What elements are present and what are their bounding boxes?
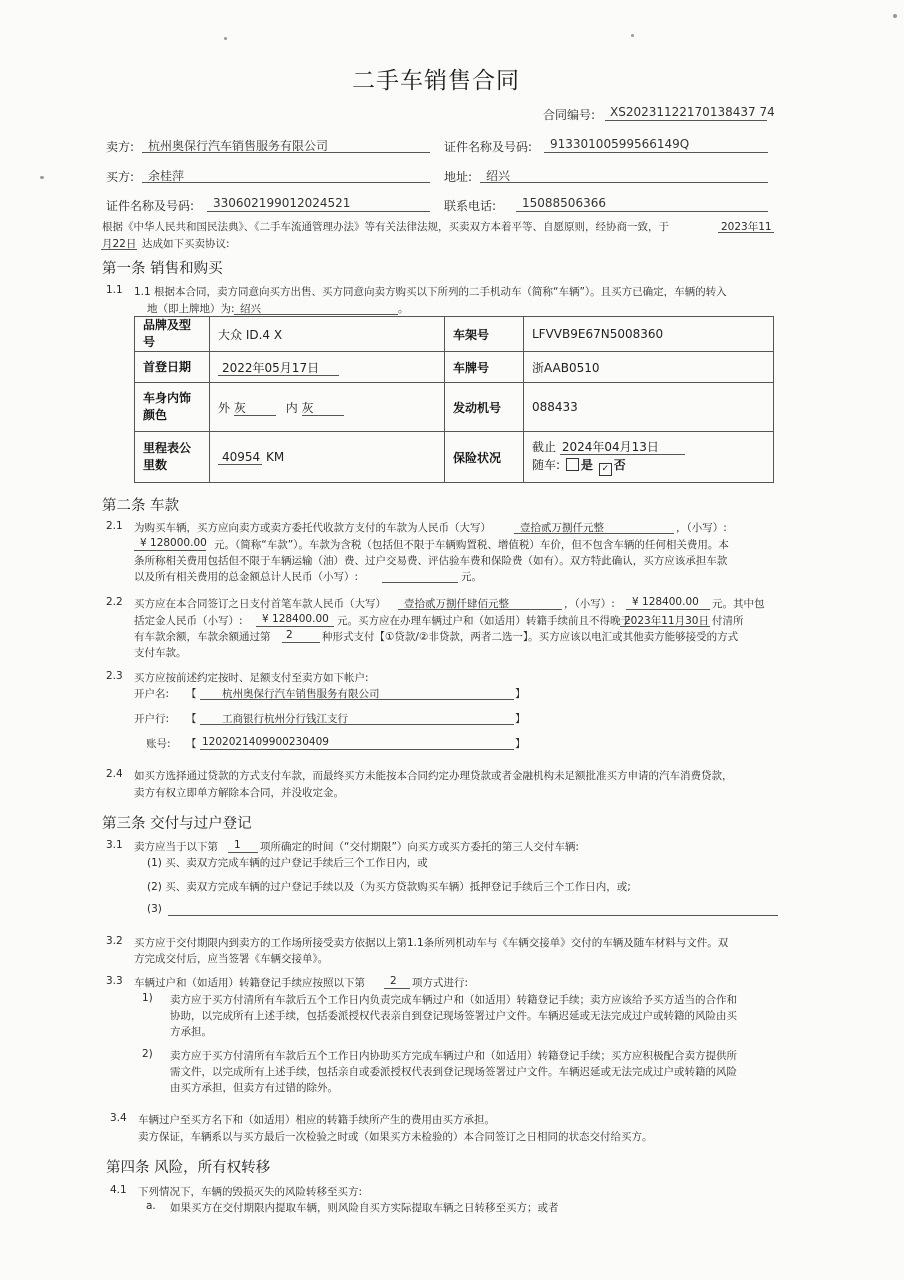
article-4-heading: 第四条 风险，所有权转移 (106, 1160, 271, 1176)
underline (200, 724, 514, 725)
seller-label: 卖方: (106, 140, 135, 154)
contract-no-label: 合同编号: (543, 108, 596, 122)
underline (168, 915, 778, 916)
clause-3-1-a: 卖方应当于以下第 (134, 841, 218, 853)
clause-3-2-b: 方完成交付后，应当签署《车辆交接单》。 (134, 953, 329, 965)
underline (398, 609, 562, 610)
underline (282, 642, 320, 643)
clause-1-1-line-1: 1.1 根据本合同，卖方同意向买方出售、买方同意向卖方购买以下所列的二手机动车（简称“车辆”）。且买方已确定，车辆的转入 (134, 286, 727, 298)
clause-2-2-h: 种形式支付【①贷款/②非贷款，两者二选一】。买方应该以电汇或其他卖方能够接受的方式 (322, 631, 739, 643)
preamble-line-2: 达成如下买卖协议: (142, 238, 230, 250)
bracket-close: 】 (515, 738, 526, 750)
insurance-label: 保险状况 (445, 432, 524, 483)
account-no-value: 1202021409900230409 (202, 736, 329, 748)
underline (620, 626, 710, 627)
first-payment-upper: 壹拾贰万捌仟肆佰元整 (404, 598, 509, 610)
clause-2-2-b: ，（小写）: (564, 598, 615, 610)
clause-3-3-2-c: 由买方承担，但卖方有过错的除外。 (170, 1082, 338, 1094)
buyer-id-value: 330602199012024521 (213, 196, 351, 210)
phone-label: 联系电话: (444, 199, 497, 213)
clause-2-4-b: 卖方有权立即单方解除本合同，并没收定金。 (134, 787, 344, 799)
sub-num: 2) (142, 1048, 153, 1060)
clause-3-1-item-2: (2) 买、卖双方完成车辆的过户登记手续以及（为买方贷款购买车辆）抵押登记手续后三个工作日内，或; (147, 881, 631, 893)
delivery-item-no: 1 (234, 839, 241, 851)
underline (207, 211, 430, 212)
scan-speck (40, 176, 44, 179)
seller-id-label: 证件名称及号码: (444, 140, 533, 154)
account-name-label: 开户名: (134, 688, 170, 700)
register-place-value: 绍兴 (240, 303, 261, 315)
bracket-close: 】 (515, 688, 526, 700)
color-label: 车身内饰颜色 (135, 383, 210, 432)
insurance-with-label: 随车: (532, 458, 561, 472)
vin-value: LFVVB9E67N5008360 (524, 317, 774, 352)
underline (605, 120, 767, 121)
reg-date-cell (210, 352, 445, 383)
underline (626, 609, 710, 610)
color-cell (210, 383, 445, 432)
clause-2-2-i: 支付车款。 (134, 647, 187, 659)
clause-num: 2.3 (106, 670, 123, 682)
table-row (135, 317, 774, 352)
preamble-date-a: 2023年11 (721, 221, 772, 233)
underline (480, 182, 768, 183)
underline (234, 314, 398, 315)
seller-id-value: 91330100599566149Q (550, 137, 690, 151)
clause-2-2-e: 元。买方应在办理车辆过户和（如适用）转籍手续前且不得晚于 (337, 615, 631, 627)
underline (200, 699, 514, 700)
price-upper-value: 壹拾贰万捌仟元整 (520, 522, 604, 534)
clause-1-1-line-2: 地（即上牌地）为: (147, 303, 235, 315)
clause-2-1-e: 以及所有相关费用的总金额总计人民币（小写）: (134, 571, 359, 583)
brand-value: 大众 ID.4 X (210, 317, 445, 352)
clause-3-3-2-a: 卖方应于买方付清所有车款后五个工作日内协助买方完成车辆过户和（如适用）转籍登记手续；买方应积极配合卖方提供所 (170, 1050, 737, 1062)
clause-3-3-a: 车辆过户和（如适用）转籍登记手续应按照以下第 (134, 977, 365, 989)
plate-label: 车牌号 (445, 352, 524, 383)
table-row (135, 383, 774, 432)
table-row (135, 352, 774, 383)
transfer-method-no: 2 (390, 975, 397, 987)
clause-3-3-1-c: 方承担。 (170, 1026, 212, 1038)
underline (544, 152, 768, 153)
underline (516, 211, 768, 212)
brand-label: 品牌及型号 (135, 317, 210, 352)
underline (142, 152, 430, 153)
clause-3-1-item-1: (1) 买、卖双方完成车辆的过户登记手续后三个工作日内，或 (147, 857, 428, 869)
underline (384, 988, 410, 989)
underline (134, 550, 206, 551)
sub-num: 1) (142, 992, 153, 1004)
underline (142, 182, 430, 183)
bracket-open: 【 (186, 738, 197, 750)
clause-4-1-item-a: 如果买方在交付期限内提取车辆，则风险自买方实际提取车辆之日转移至买方；或者 (170, 1202, 559, 1214)
engine-label: 发动机号 (445, 383, 524, 432)
clause-num: 4.1 (110, 1184, 127, 1196)
bank-label: 开户行: (134, 713, 170, 725)
mileage-label: 里程表公里数 (135, 432, 210, 483)
clause-3-3-1-b: 协助，以完成所有上述手续，包括委派授权代表亲自到登记现场签署过户文件。车辆迟延或无法完成过户或转籍的风险由买 (170, 1010, 737, 1022)
buyer-value: 余桂萍 (148, 169, 185, 183)
reg-date-label: 首登日期 (135, 352, 210, 383)
clause-num: 3.3 (106, 975, 123, 987)
underline (228, 852, 258, 853)
exterior-label: 外 (218, 400, 231, 415)
clause-3-3-1-a: 卖方应于买方付清所有车款后五个工作日内负责完成车辆过户和（如适用）转籍登记手续；卖方应该给予买方适当的合作和 (170, 994, 737, 1006)
balance-due-date: 2023年11月30日 (624, 615, 709, 627)
clause-3-1-item-3: (3) (147, 903, 162, 915)
period: 。 (398, 303, 409, 315)
clause-2-1-b: ，（小写）: (676, 522, 727, 534)
mileage-unit: KM (266, 450, 285, 464)
price-lower-value: ¥ 128000.00 (140, 537, 207, 549)
underline (514, 533, 674, 534)
clause-2-2-a: 买方应在本合同签订之日支付首笔车款人民币（大写） (134, 598, 386, 610)
scan-speck (631, 34, 634, 37)
underline (382, 582, 458, 583)
clause-2-2-f: 付清所 (712, 615, 744, 627)
reg-date-value: 2022年05月17日 (218, 361, 339, 376)
checkbox-no[interactable]: ✓ (599, 463, 612, 476)
preamble-line-1: 根据《中华人民共和国民法典》、《二手车流通管理办法》等有关法律法规，买卖双方本着平等、自愿原则，经协商一致，于 (102, 221, 669, 233)
insurance-cell (524, 432, 774, 483)
clause-num: 2.1 (106, 520, 123, 532)
article-2-heading: 第二条 车款 (102, 498, 180, 514)
table-row (135, 432, 774, 483)
clause-3-4-b: 卖方保证，车辆系以与买方最后一次检验之时或（如果买方未检验的）本合同签订之日相同的状态交付给买方。 (138, 1131, 653, 1143)
document-title: 二手车销售合同 (352, 68, 520, 94)
vin-label: 车架号 (445, 317, 524, 352)
scan-speck (224, 37, 227, 40)
mileage-value: 40954 (218, 450, 262, 465)
contract-no-value: XS20231122170138437 74 (610, 105, 775, 119)
buyer-label: 买方: (106, 170, 135, 184)
bracket-close: 】 (515, 713, 526, 725)
deposit-value: ¥ 128400.00 (262, 613, 329, 625)
clause-2-1-c: 元。（简称“车款”）。车款为含税（包括但不限于车辆购置税、增值税）车价，但不包含车辆的任何相关费用。本 (214, 539, 729, 551)
clause-3-4-a: 车辆过户至买方名下和（如适用）相应的转籍手续所产生的费用由买方承担。 (138, 1114, 495, 1126)
clause-num: 3.4 (110, 1112, 127, 1124)
underline (256, 626, 334, 627)
interior-label: 内 (285, 400, 298, 415)
first-payment-lower: ¥ 128400.00 (632, 596, 699, 608)
no-label: 否 (613, 458, 626, 472)
insurance-until-label: 截止 (532, 440, 557, 454)
clause-3-3-b: 项方式进行: (412, 977, 469, 989)
bank-value: 工商银行杭州分行钱江支行 (222, 713, 348, 725)
preamble-date-b: 月22日 (102, 238, 137, 250)
article-1-heading: 第一条 销售和购买 (102, 261, 223, 277)
underline (200, 749, 514, 750)
bracket-open: 【 (186, 713, 197, 725)
mileage-cell (210, 432, 445, 483)
clause-num: 2.4 (106, 768, 123, 780)
clause-2-2-d: 括定金人民币（小写）: (134, 615, 243, 627)
scan-speck (893, 14, 897, 18)
account-no-label: 账号: (146, 738, 171, 750)
insurance-until-value: 2024年04月13日 (560, 440, 685, 455)
article-3-heading: 第三条 交付与过户登记 (102, 816, 252, 832)
clause-3-3-2-b: 需文件，以完成所有上述手续，包括亲自或委派授权代表到登记现场签署过户文件。车辆迟延或无法完成过户或转籍的风险 (170, 1066, 737, 1078)
vehicle-info-table (134, 316, 774, 483)
payment-method-no: 2 (286, 629, 293, 641)
plate-value: 浙AAB0510 (524, 352, 774, 383)
phone-value: 15088506366 (522, 196, 606, 210)
interior-color: 灰 (302, 401, 344, 416)
clause-3-2-a: 买方应于交付期限内到卖方的工作场所接受卖方依据以上第1.1条所列机动车与《车辆交接单》交付的车辆及随车材料与文件。双 (134, 937, 729, 949)
clause-3-1-b: 项所确定的时间（“交付期限”）向买方或买方委托的第三人交付车辆: (260, 841, 579, 853)
clause-num: 3.1 (106, 839, 123, 851)
clause-num: 3.2 (106, 935, 123, 947)
underline (718, 232, 774, 233)
clause-4-1-a: 下列情况下，车辆的毁损灭失的风险转移至买方: (138, 1186, 363, 1198)
clause-2-3-a: 买方应按前述约定按时、足额支付至卖方如下帐户: (134, 672, 369, 684)
clause-2-1-a: 为购买车辆，买方应向卖方或卖方委托代收款方支付的车款为人民币（大写） (134, 522, 491, 534)
clause-2-1-f: 元。 (461, 571, 482, 583)
address-value: 绍兴 (486, 169, 511, 183)
clause-2-2-c: 元。其中包 (712, 598, 765, 610)
checkbox-yes[interactable] (566, 458, 579, 471)
clause-num: 1.1 (106, 284, 123, 296)
bracket-open: 【 (186, 688, 197, 700)
clause-num: 2.2 (106, 596, 123, 608)
sub-num: a. (146, 1200, 156, 1212)
account-name-value: 杭州奥保行汽车销售服务有限公司 (222, 688, 380, 700)
seller-value: 杭州奥保行汽车销售服务有限公司 (148, 139, 329, 153)
exterior-color: 灰 (234, 401, 276, 416)
yes-label: 是 (580, 458, 593, 472)
engine-value: 088433 (524, 383, 774, 432)
address-label: 地址: (444, 170, 473, 184)
clause-2-1-d: 条所称相关费用包括但不限于车辆运输（油）费、过户交易费、评估验车费和保险费（如有）。双方特此确认，买方应该承担车款 (134, 555, 728, 567)
buyer-id-label: 证件名称及号码: (106, 199, 195, 213)
clause-2-4-a: 如买方选择通过贷款的方式支付车款，而最终买方未能按本合同约定办理贷款或者金融机构未足额批准买方申请的汽车消费贷款， (134, 770, 733, 782)
underline (101, 249, 137, 250)
clause-2-2-g: 有车款余额，车款余额通过第 (134, 631, 271, 643)
